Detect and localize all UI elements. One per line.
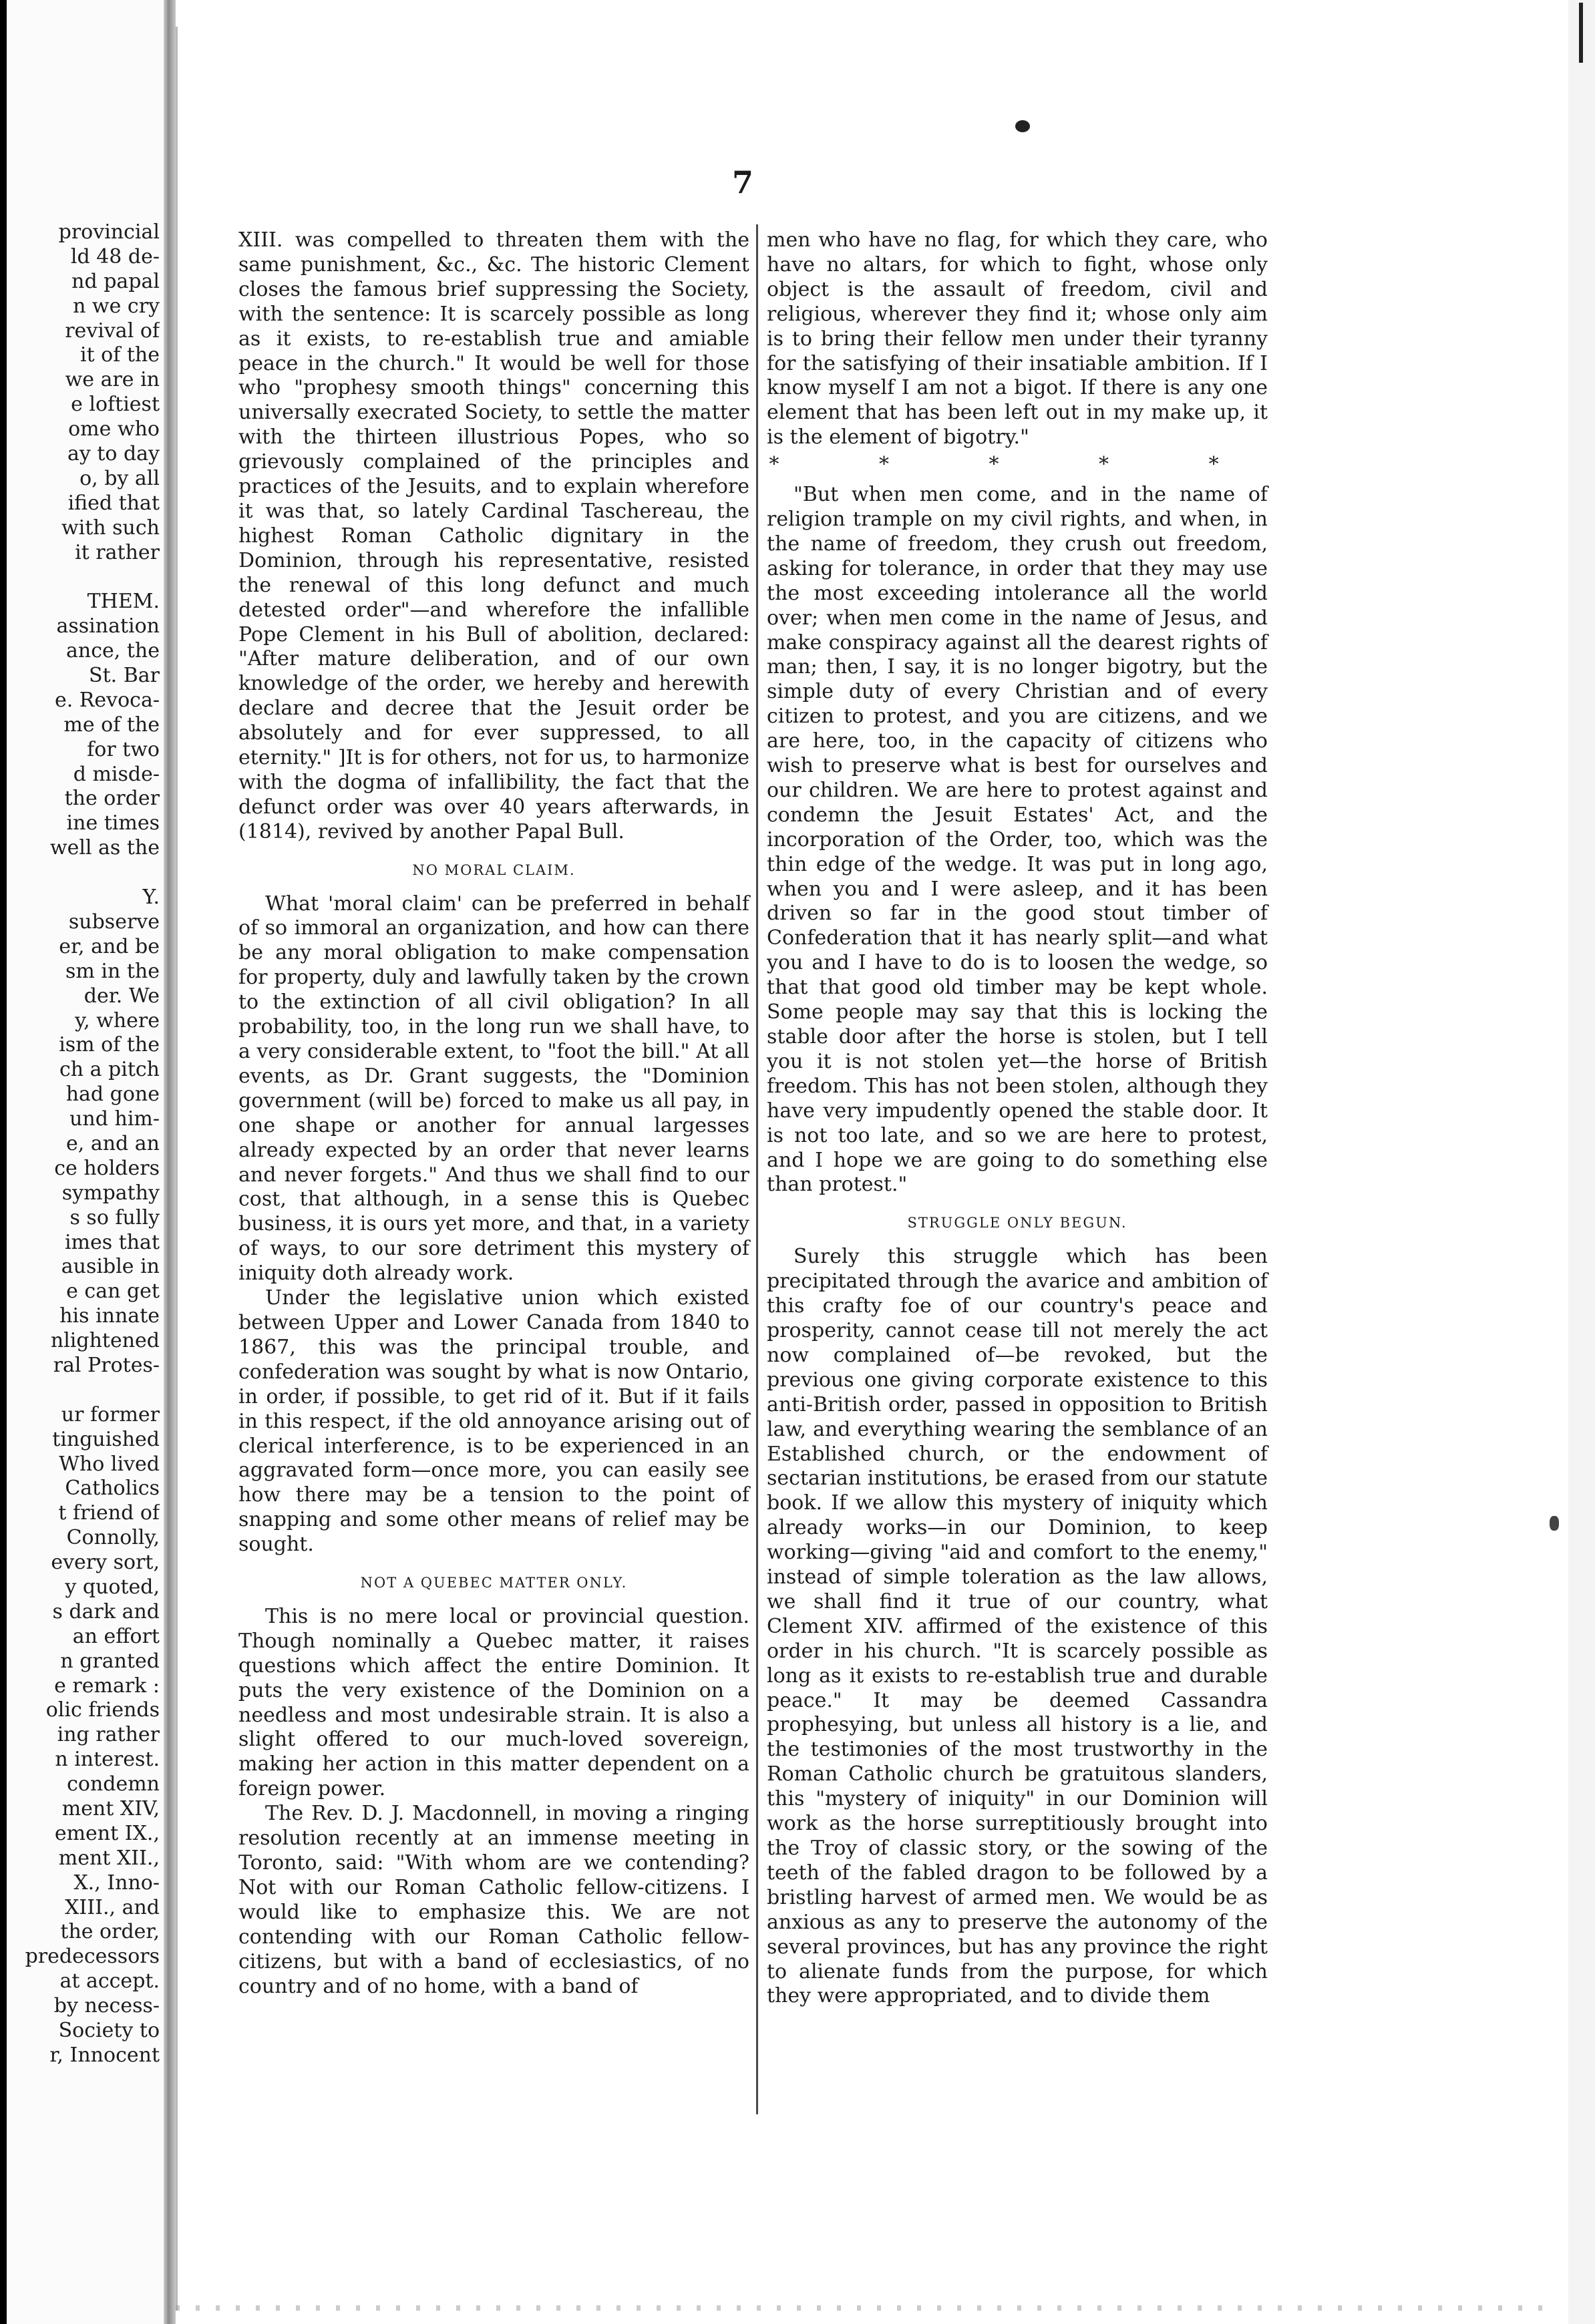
- facing-page-line: der. We: [83, 984, 160, 1008]
- facing-page-line: ance, the: [66, 639, 160, 663]
- facing-page-line: assination: [56, 614, 160, 638]
- facing-page-line: e. Revoca-: [54, 688, 160, 712]
- facing-page-line: n granted: [60, 1649, 160, 1673]
- facing-page-line: und him-: [69, 1107, 160, 1131]
- scan-bottom-noise: [176, 2305, 1558, 2311]
- facing-page-line: tinguished: [52, 1427, 160, 1451]
- facing-page-line: olic friends: [45, 1698, 160, 1722]
- facing-page-line: imes that: [64, 1230, 160, 1254]
- facing-page-line: e remark :: [54, 1674, 160, 1698]
- facing-page-line: condemn: [67, 1772, 160, 1796]
- facing-page-line: Society to: [58, 2019, 160, 2043]
- facing-page-line: n we cry: [73, 294, 160, 318]
- facing-page-line: ld 48 de-: [70, 244, 160, 268]
- facing-page-line: ism of the: [59, 1033, 160, 1057]
- paragraph: The Rev. D. J. Macdonnell, in moving a ringing resolution recently at an immense meeting in Toronto, said: "With whom are we contending? Not with our Roman Catholic fellow-citizens. I would like to emphasize this. We are not contending with our Roman Catholic fellow-citizens, but with a band of ecclesiastics, of no country and of no home, with a band of: [238, 1802, 749, 1998]
- facing-page-line: it of the: [79, 343, 160, 367]
- facing-page-line: at accept.: [59, 1969, 160, 1993]
- facing-page-line: [9, 565, 160, 590]
- paragraph: "But when men come, and in the name of religion trample on my civil rights, and when, in the name of freedom, they crush out freedom, asking for tolerance, in order that they may use the most exceeding intolerance all the world over; when men come in the name of Jesus, and make conspiracy against all the dearest rights of man; then, I say, it is no longer bigotry, but the simple duty of every Christian and of every citizen to protest, and you are citizens, and we are here, too, in the capacity of citizens who wish to preserve what is best for ourselves and our children. We are here to protest against and condemn the Jesuit Estates' Act, and the incorporation of the Order, too, which was the thin edge of the wedge. It was put in long ago, when you and I were asleep, and it has been driven so far in the good stout timber of Confederation that it has nearly split—and what you and I have to do is to loosen the wedge, so that that good old timber may be kept whole. Some people may say that this is locking the stable door after the horse is stolen, but I tell you it is not stolen yet—the horse of British freedom. This has not been stolen, although they have very impudently opened the stable door. It is not too late, and so we are here to protest, and I hope we are going to do something else than protest.": [767, 483, 1268, 1197]
- facing-page-line: had gone: [65, 1083, 160, 1107]
- facing-page-line: predecessors: [25, 1945, 160, 1969]
- facing-page-line: revival of: [65, 319, 160, 343]
- facing-page-line: well as the: [49, 836, 160, 860]
- facing-page-line: sympathy: [61, 1181, 160, 1205]
- facing-page-line: ment XIV,: [61, 1797, 160, 1820]
- column-rule: [756, 224, 758, 2114]
- facing-page-line: ing rather: [57, 1723, 160, 1747]
- facing-page-line: the order,: [60, 1920, 160, 1944]
- facing-page-line: sm in the: [65, 959, 160, 983]
- facing-page-line: with such: [61, 516, 160, 540]
- facing-page-line: o, by all: [79, 466, 160, 490]
- facing-page-line: by necess-: [53, 1994, 160, 2018]
- page-number: 7: [732, 164, 754, 200]
- facing-page-line: ausible in: [61, 1255, 160, 1279]
- facing-page-line: y, where: [75, 1008, 160, 1032]
- section-heading-struggle-only-begun: STRUGGLE ONLY BEGUN.: [907, 1215, 1127, 1231]
- facing-page-line: ement IX.,: [54, 1821, 160, 1845]
- scan-speck: [1550, 1516, 1559, 1531]
- facing-page-line: me of the: [63, 713, 160, 737]
- facing-page-line: t friend of: [58, 1501, 160, 1525]
- scan-edge-right: [1568, 0, 1595, 2324]
- facing-page-line: provincial: [58, 220, 160, 244]
- book-gutter: [164, 0, 176, 2324]
- facing-page-line: his innate: [59, 1304, 160, 1328]
- facing-page-line: the order: [64, 787, 160, 811]
- facing-page-line: Who lived: [59, 1452, 160, 1476]
- facing-page-line: nlightened: [50, 1329, 160, 1353]
- facing-page-line: y quoted,: [65, 1575, 160, 1599]
- facing-page-line: s so fully: [69, 1205, 160, 1229]
- paragraph: Surely this struggle which has been precipitated through the avarice and ambition of this crafty foe of our country's peace and prosperity, cannot cease till not merely the act now complained of—be revoked, but the previous one giving corporate existence to this anti-British order, passed in opposition to British law, and everything wearing the semblance of an Established church, or the endowment of sectarian institutions, be erased from our statute book. If we allow this mystery of iniquity which already works—in our Dominion, to keep working—giving "aid and comfort to the enemy," instead of simple toleration as the law allows, we shall find it true of our country, what Clement XIV. affirmed of the existence of this order in his church. "It is scarcely possible as long as it exists to re-establish true and durable peace." It may be deemed Cassandra prophesying, but unless all history is a lie, and the testimonies of the most trustworthy in the Roman Catholic church be gratuitous slanders, this "mystery of iniquity" in our Dominion will work as the horse surreptitiously brought into the Troy of classic story, or the sowing of the teeth of the fabled dragon to be followed by a bristling harvest of armed men. We would be as anxious as any to preserve the autonomy of the several provinces, but has any province the right to alienate funds from the purpose, for which they were appropriated, and to divide them: [767, 1245, 1268, 2008]
- facing-page-line: X., Inno-: [73, 1871, 160, 1895]
- facing-page-line: Y.: [142, 886, 160, 910]
- facing-page-line: [9, 1378, 160, 1403]
- facing-page-line: nd papal: [71, 269, 160, 293]
- facing-page-line: an effort: [72, 1624, 160, 1648]
- facing-page-line: subserve: [68, 910, 160, 934]
- facing-page-line: e can get: [66, 1280, 160, 1304]
- facing-page-line: s dark and: [52, 1599, 160, 1623]
- facing-page-line: e, and an: [66, 1131, 160, 1155]
- paragraph: This is no mere local or provincial question. Though nominally a Quebec matter, it raises questions which affect the entire Dominion. It puts the very existence of the Dominion on a needless and most undesirable strain. It is also a slight offered to our much-loved sovereign, making her action in this matter dependent on a foreign power.: [238, 1604, 749, 1801]
- facing-page-line: ral Protes-: [53, 1353, 160, 1377]
- facing-page-line: r, Innocent: [49, 2043, 160, 2067]
- facing-page-line: Catholics: [65, 1477, 160, 1501]
- paragraph: What 'moral claim' can be preferred in behalf of so immoral an organization, and how can there be any moral obligation to make compensation for property, duly and lawfully taken by the crown to the extinction of all civil obligation? In all probability, too, in the long run we shall have, to a very considerable extent, to "foot the bill." At all events, as Dr. Grant suggests, the "Dominion government (will be) forced to make us all pay, in one shape or another for annual largesses already expected by an order that never learns and never forgets." And thus we shall find to our cost, that although, in a sense this is Quebec business, it is ours yet more, and that, in a variety of ways, to our sore detriment this mystery of iniquity doth already work.: [238, 892, 749, 1286]
- section-heading-not-a-quebec-matter: NOT A QUEBEC MATTER ONLY.: [360, 1575, 628, 1591]
- facing-page-line: XIII., and: [65, 1895, 160, 1919]
- facing-page-line: d misde-: [73, 762, 160, 786]
- facing-page-line: THEM.: [87, 590, 160, 614]
- facing-page-line: Connolly,: [66, 1526, 160, 1550]
- facing-page-line: ay to day: [67, 442, 160, 466]
- facing-page-line: it rather: [75, 540, 160, 564]
- facing-page-line: er, and be: [59, 934, 160, 958]
- facing-page-fragment: [7, 0, 164, 2324]
- facing-page-line: n interest.: [55, 1748, 160, 1772]
- facing-page-line: ified that: [67, 491, 160, 515]
- facing-page-line: we are in: [65, 368, 160, 392]
- facing-page-line: ment XII.,: [58, 1846, 160, 1870]
- section-break-asterisks: * * * * *: [769, 453, 1266, 477]
- facing-page-line: St. Bar: [89, 664, 160, 688]
- scan-edge-left: [0, 0, 7, 2324]
- facing-page-line: ome who: [68, 417, 160, 441]
- facing-page-text-column: [9, 220, 160, 2068]
- section-heading-no-moral-claim: NO MORAL CLAIM.: [412, 861, 576, 878]
- ink-blot: [1015, 120, 1030, 132]
- facing-page-line: ch a pitch: [59, 1058, 160, 1082]
- facing-page-line: e loftiest: [71, 393, 160, 417]
- facing-page-line: ine times: [66, 811, 160, 835]
- scan-edge-mark: [1579, 3, 1583, 63]
- facing-page-line: [9, 861, 160, 886]
- paragraph: XIII. was compelled to threaten them with the same punishment, &c., &c. The historic Clement closes the famous brief suppressing the Society, with the sentence: It is scarcely possible as long as it exists, to re-establish true and amiable peace in the church." It would be well for those who "prophesy smooth things" concerning this universally execrated Society, to settle the matter with the thirteen illustrious Popes, who so grievously complained of the principles and practices of the Jesuits, and to explain wherefore it was that, so lately Cardinal Taschereau, the highest Roman Catholic dignitary in the Dominion, through his representative, resisted the renewal of this long defunct and much detested order"—and wherefore the infallible Pope Clement in his Bull of abolition, declared: "After mature deliberation, and of our own knowledge of the order, we hereby and herewith declare and decree that the Jesuit order be absolutely and for ever suppressed, to all eternity." ]It is for others, not for us, to harmonize with the dogma of infallibility, the fact that the defunct order was over 40 years afterwards, in (1814), revived by another Papal Bull.: [238, 228, 749, 843]
- text-column-right: [767, 228, 1268, 2009]
- facing-page-line: for two: [87, 737, 160, 761]
- facing-page-line: every sort,: [51, 1551, 160, 1575]
- facing-page-line: ur former: [61, 1402, 160, 1426]
- text-column-left: [238, 228, 749, 1999]
- paragraph: Under the legislative union which existed between Upper and Lower Canada from 1840 to 1867, this was the principal trouble, and confederation was sought by what is now Ontario, in order, if possible, to get rid of it. But if it fails in this respect, if the old annoyance arising out of clerical interference, is to be experienced in an aggravated form—once more, you can easily see how there may be a tension to the point of snapping and some other means of relief may be sought.: [238, 1286, 749, 1557]
- paragraph: men who have no flag, for which they care, who have no altars, for which to fight, whose only object is the assault of freedom, civil and religious, wherever they find it; whose only aim is to bring their fellow men under their tyranny for the satisfying of their insatiable ambition. If I know myself I am not a bigot. If there is any one element that has been left out in my make up, it is the element of bigotry.": [767, 228, 1268, 449]
- facing-page-line: ce holders: [54, 1156, 160, 1180]
